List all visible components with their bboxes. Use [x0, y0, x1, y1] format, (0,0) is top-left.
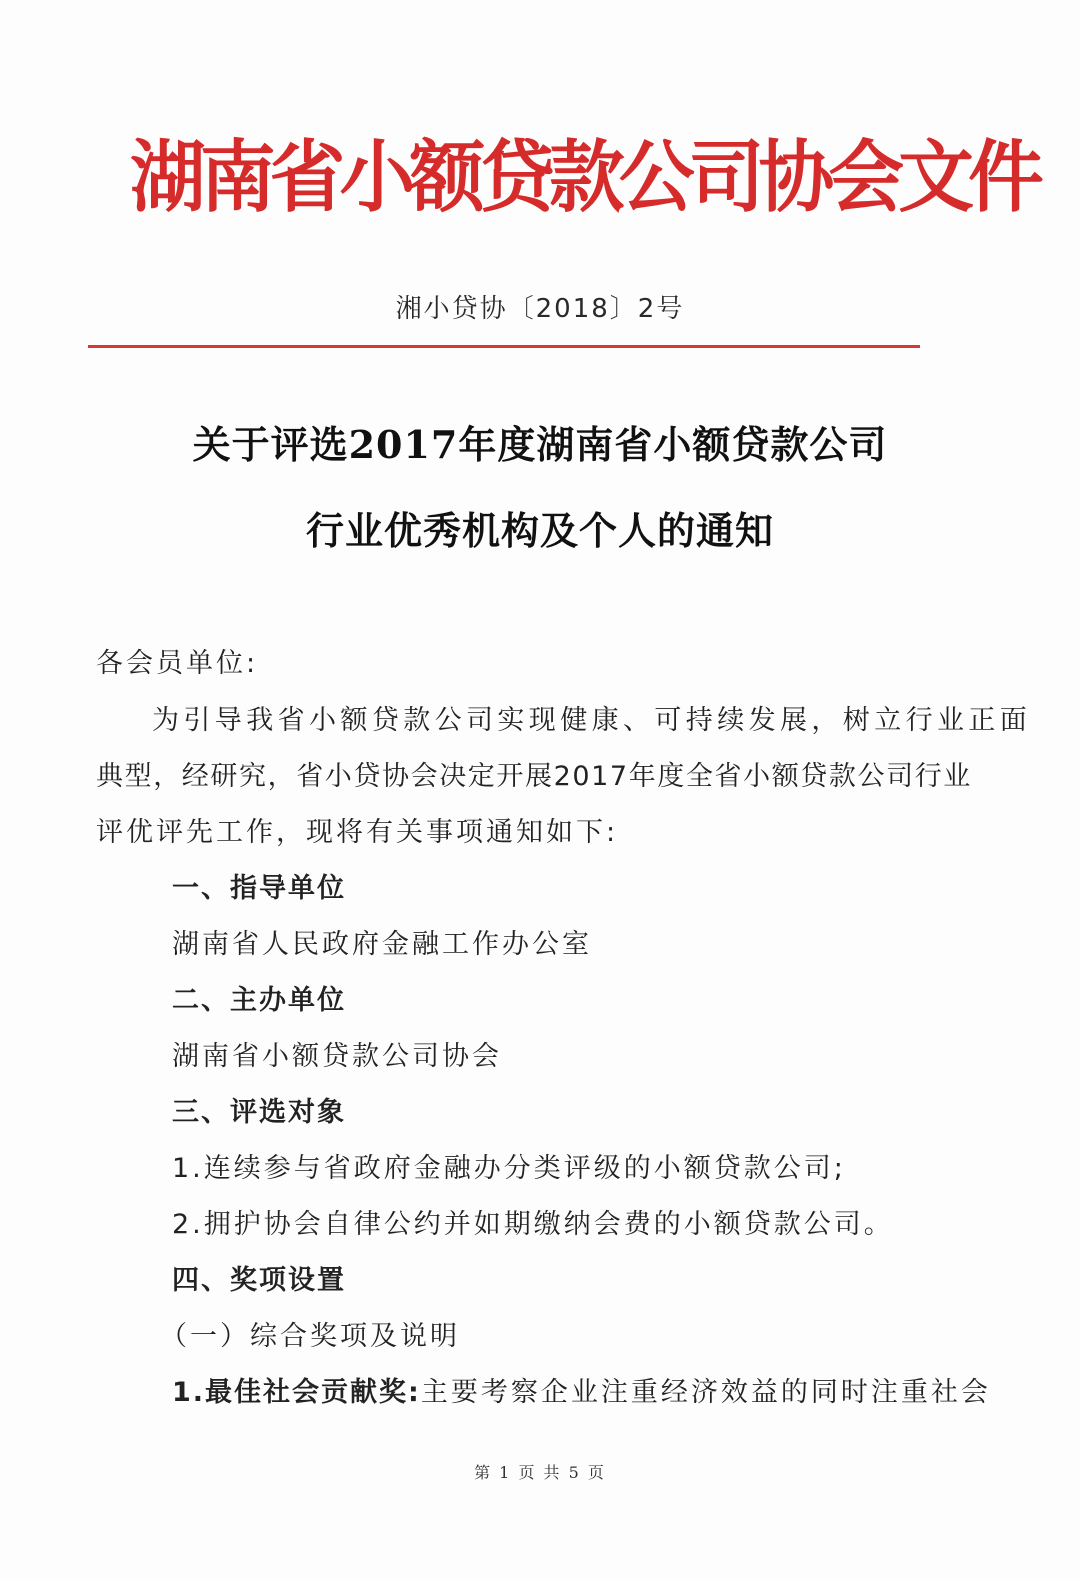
section-content-guidance: 湖南省人民政府金融工作办公室: [172, 929, 592, 960]
target-item-2: 2.拥护协会自律公约并如期缴纳会费的小额贷款公司。: [172, 1209, 894, 1240]
intro-paragraph-line-1: 为引导我省小额贷款公司实现健康、可持续发展，树立行业正面: [152, 705, 1032, 736]
section-heading-awards: 四、奖项设置: [172, 1265, 346, 1296]
section-heading-guidance: 一、指导单位: [172, 873, 346, 904]
section-heading-organizer: 二、主办单位: [172, 985, 346, 1016]
salutation: 各会员单位:: [96, 648, 259, 679]
section-content-organizer: 湖南省小额贷款公司协会: [172, 1041, 502, 1072]
section-heading-targets: 三、评选对象: [172, 1097, 346, 1128]
target-item-1: 1.连续参与省政府金融办分类评级的小额贷款公司;: [172, 1153, 846, 1184]
org-letterhead-title: 湖南省小额贷款公司协会文件: [130, 132, 1038, 223]
award-item-1: [172, 1370, 991, 1409]
awards-subheading: （一）综合奖项及说明: [160, 1321, 460, 1352]
notice-title-line-1: 关于评选2017年度湖南省小额贷款公司: [192, 422, 888, 467]
award-item-1-text: 主要考察企业注重经济效益的同时注重社会: [420, 1377, 991, 1408]
intro-paragraph-line-2: 典型，经研究，省小贷协会决定开展2017年度全省小额贷款公司行业: [96, 761, 972, 792]
page-indicator: 第 1 页 共 5 页: [474, 1463, 606, 1482]
intro-paragraph-line-3: 评优评先工作，现将有关事项通知如下:: [96, 817, 619, 848]
red-divider-line: [88, 345, 920, 348]
award-item-1-label: 1.最佳社会贡献奖:: [172, 1377, 421, 1408]
document-number: 湘小贷协〔2018〕2号: [395, 294, 685, 324]
notice-title-line-2: 行业优秀机构及个人的通知: [305, 508, 774, 553]
